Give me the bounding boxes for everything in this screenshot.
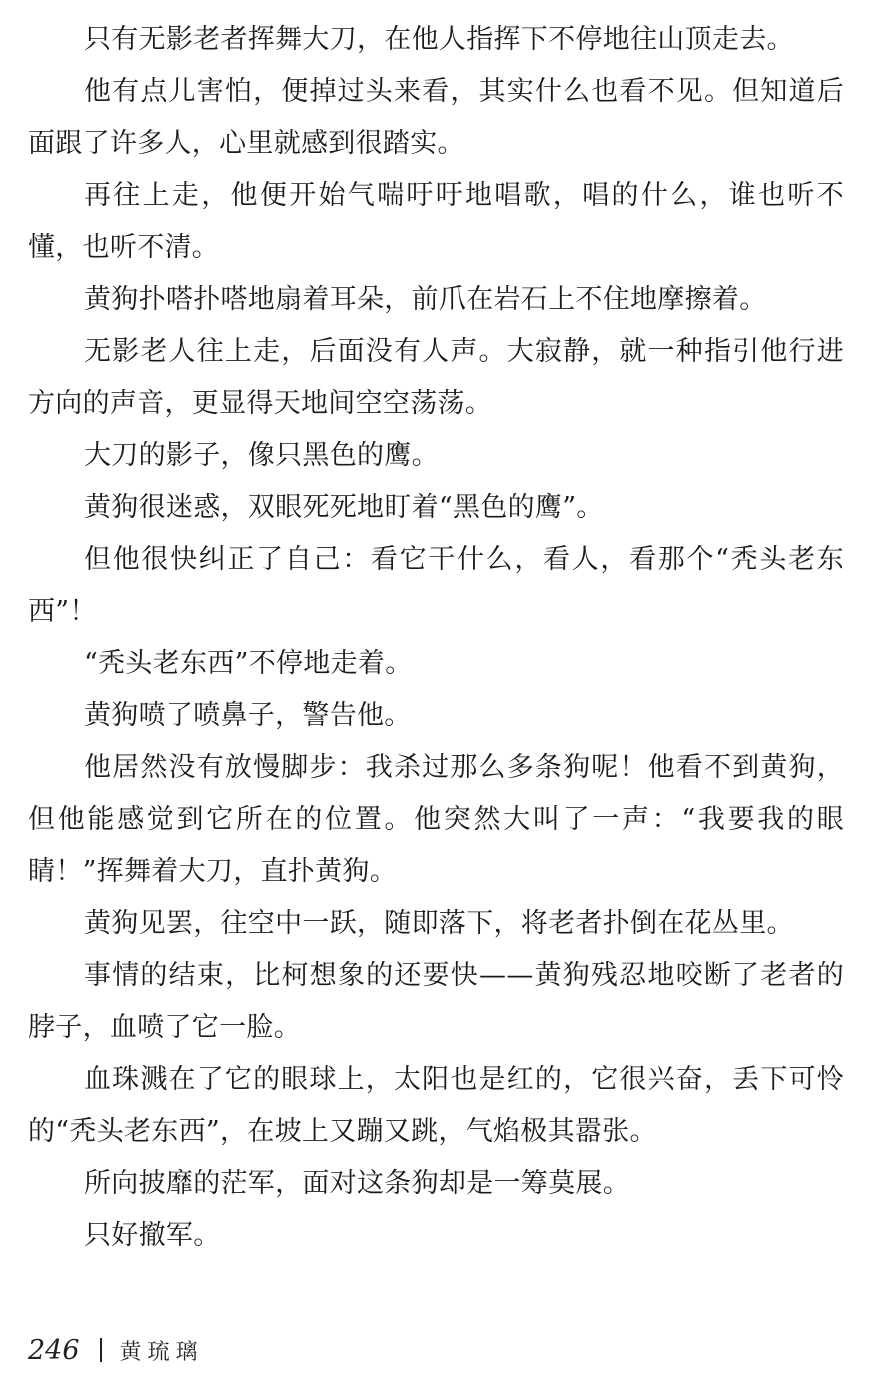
paragraph-6: 大刀的影子，像只黑色的鹰。 xyxy=(84,440,439,471)
paragraph-7: 黄狗很迷惑，双眼死死地盯着“黑色的鹰”。 xyxy=(84,492,604,523)
paragraph-9: “秃头老东西”不停地走着。 xyxy=(84,648,413,679)
paragraph-16: 只好撤军。 xyxy=(84,1220,221,1251)
page-body xyxy=(28,14,844,1262)
paragraph-3: 再往上走，他便开始气喘吁吁地唱歌，唱的什么，谁也听不懂，也听不清。 xyxy=(28,180,844,263)
footer-divider xyxy=(100,1338,102,1362)
book-title: 黄琉璃 xyxy=(119,1339,204,1365)
paragraph-11: 他居然没有放慢脚步：我杀过那么多条狗呢！他看不到黄狗，但他能感觉到它所在的位置。他突然大叫了一声：“我要我的眼睛！”挥舞着大刀，直扑黄狗。 xyxy=(28,752,844,887)
paragraph-2: 他有点儿害怕，便掉过头来看，其实什么也看不见。但知道后面跟了许多人，心里就感到很踏实。 xyxy=(28,76,844,159)
paragraph-12: 黄狗见罢，往空中一跃，随即落下，将老者扑倒在花丛里。 xyxy=(84,908,794,939)
page-footer xyxy=(28,1330,204,1370)
paragraph-4: 黄狗扑嗒扑嗒地扇着耳朵，前爪在岩石上不住地摩擦着。 xyxy=(84,284,767,315)
paragraph-15: 所向披靡的茫军，面对这条狗却是一筹莫展。 xyxy=(84,1168,630,1199)
paragraph-5: 无影老人往上走，后面没有人声。大寂静，就一种指引他行进方向的声音，更显得天地间空空荡荡。 xyxy=(28,336,844,419)
page-number: 246 xyxy=(28,1334,80,1366)
paragraph-8: 但他很快纠正了自己：看它干什么，看人，看那个“秃头老东西”！ xyxy=(28,544,844,627)
paragraph-10: 黄狗喷了喷鼻子，警告他。 xyxy=(84,700,412,731)
paragraph-14: 血珠溅在了它的眼球上，太阳也是红的，它很兴奋，丢下可怜的“秃头老东西”，在坡上又蹦又跳，气焰极其嚣张。 xyxy=(28,1064,844,1147)
paragraph-1: 只有无影老者挥舞大刀，在他人指挥下不停地往山顶走去。 xyxy=(84,24,794,55)
paragraph-13: 事情的结束，比柯想象的还要快——黄狗残忍地咬断了老者的脖子，血喷了它一脸。 xyxy=(28,960,844,1043)
